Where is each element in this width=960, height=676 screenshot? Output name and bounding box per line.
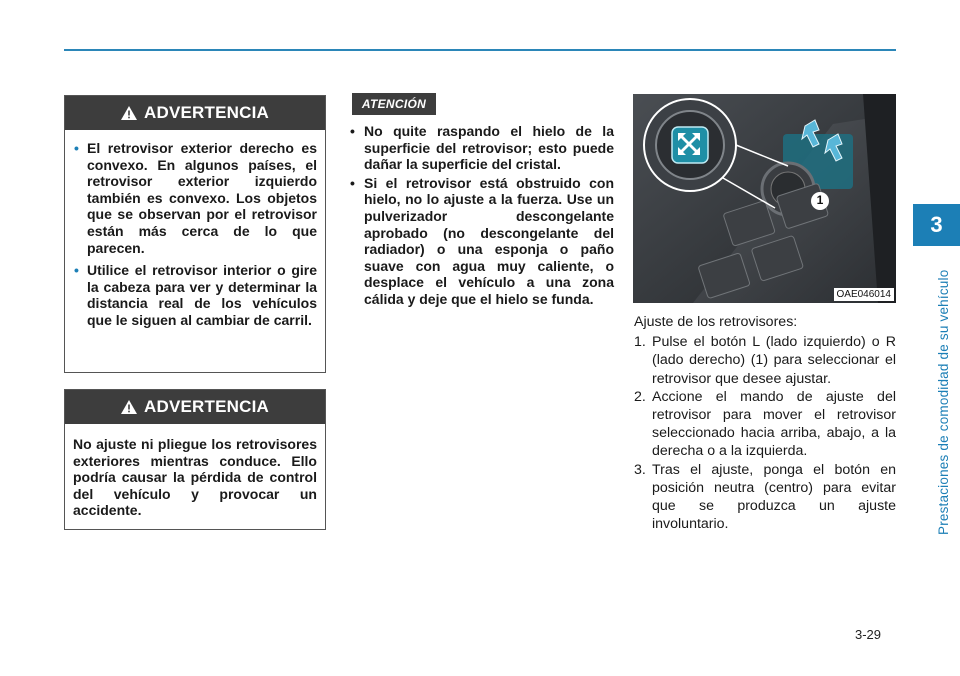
mirror-switch-illustration	[633, 94, 896, 303]
attention-item: • Si el retrovisor está obstruido con hielo, no lo ajuste a la fuerza. Use un pulverizador descongelante aprobado (no descongelante del radiador) o una esponja o paño suave con agua muy caliente, o desplace el vehículo a una zona cálida y deje que el hielo se funda.	[346, 175, 614, 308]
step-text: Pulse el botón L (lado izquierdo) o R (lado derecho) (1) para seleccionar el retrovisor que desee ajustar.	[652, 334, 896, 387]
instruction-step	[634, 333, 896, 388]
warning-heading-1: ADVERTENCIA	[144, 103, 269, 122]
instructions-intro: Ajuste de los retrovisores:	[634, 314, 798, 330]
warning-body-2	[65, 424, 325, 529]
attention-list	[346, 123, 614, 310]
chapter-number: 3	[930, 212, 943, 237]
page-number: 3-29	[855, 627, 882, 642]
warning-triangle-icon	[121, 106, 137, 120]
warning-box-2	[64, 389, 326, 530]
top-rule	[64, 49, 896, 51]
mirror-control-photo	[633, 94, 896, 303]
warning-triangle-icon	[121, 400, 137, 414]
attention-item: • No quite raspando el hielo de la superficie del retrovisor; esto puede dañar la superficie del cristal.	[346, 123, 614, 173]
instruction-step	[634, 388, 896, 461]
chapter-title: Prestaciones de comodidad de su vehículo	[936, 269, 951, 535]
step-text: Accione el mando de ajuste del retrovisor para mover el retrovisor seleccionado hacia arriba, abajo, a la derecha o a la izquierda.	[652, 388, 896, 460]
warning-bullet: • El retrovisor exterior derecho es convexo. En algunos países, el retrovisor exterior izquierdo también es convexo. Los objetos que se observan por el retrovisor están más cerca de lo que parecen.	[73, 140, 317, 256]
warning-header-2	[65, 390, 325, 424]
warning-header-1	[65, 96, 325, 130]
warning-box-1	[64, 95, 326, 373]
instruction-step	[634, 461, 896, 534]
attention-badge: ATENCIÓN	[352, 93, 436, 115]
callout-number: 1	[816, 193, 824, 207]
instructions	[634, 313, 896, 533]
step-number: 2.	[634, 388, 646, 405]
warning-heading-2: ADVERTENCIA	[144, 397, 269, 416]
warning-bullet: • Utilice el retrovisor interior o gire la cabeza para ver y determinar la distancia real de los vehículos que le siguen al cambiar de carril.	[73, 262, 317, 328]
warning-text-2: No ajuste ni pliegue los retrovisores exteriores mientras conduce. Ello podría causar la pérdida de control del vehículo y provocar un accidente.	[73, 436, 317, 519]
step-text: Tras el ajuste, ponga el botón en posición neutra (centro) para evitar que se produzca un ajuste involuntario.	[652, 461, 896, 533]
step-number: 1.	[634, 334, 646, 351]
figure-code: OAE046014	[834, 288, 895, 301]
warning-body-1	[65, 130, 325, 339]
chapter-tab	[913, 204, 960, 246]
step-number: 3.	[634, 461, 646, 478]
